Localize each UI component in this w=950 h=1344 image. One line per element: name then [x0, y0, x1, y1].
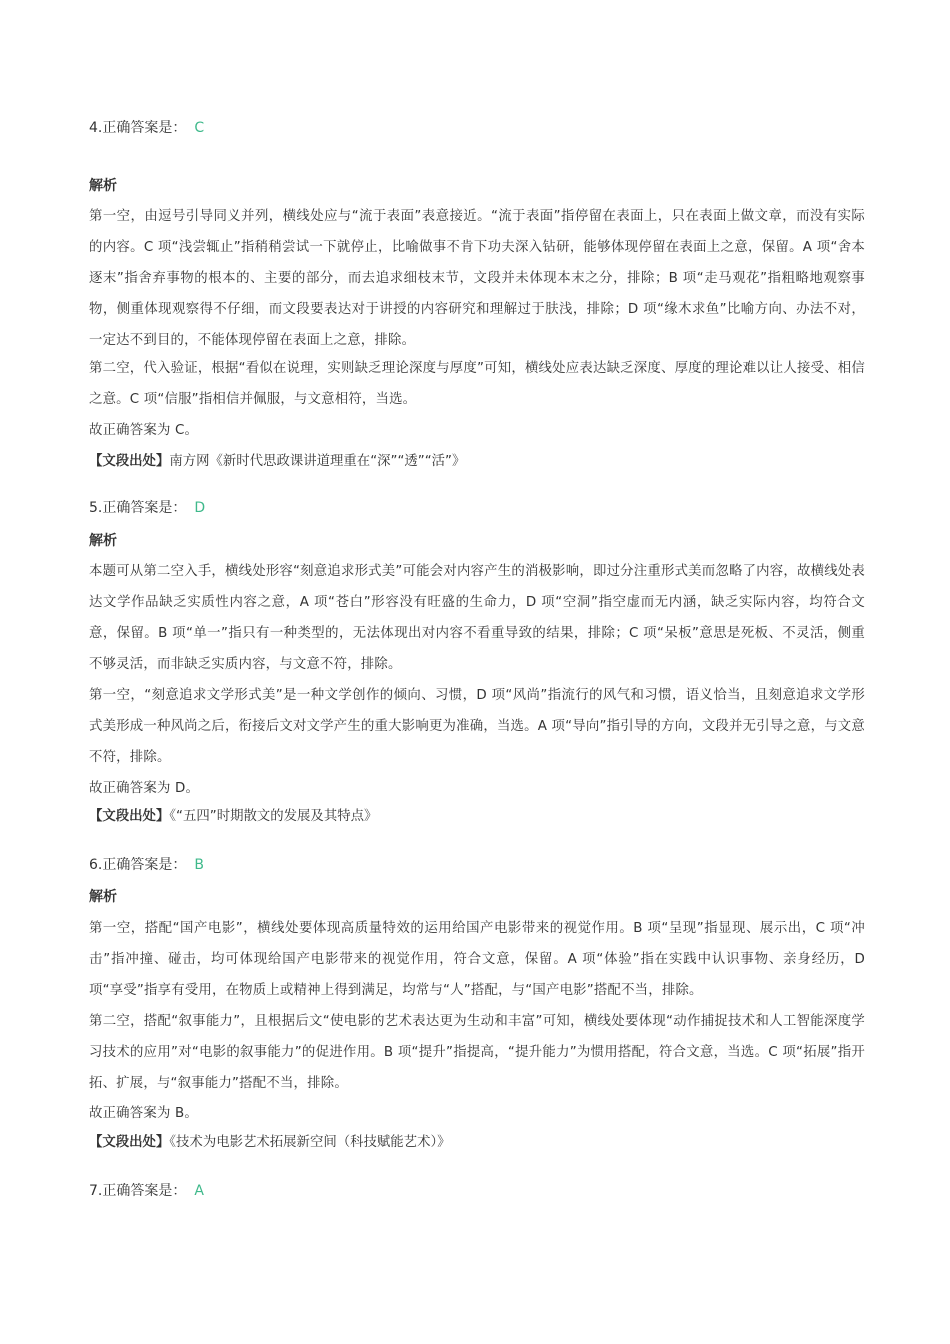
q6-answer: B [194, 857, 204, 873]
q5-conclusion: 故正确答案为 D。 [89, 781, 200, 796]
q7-label: 7.正确答案是： [89, 1183, 187, 1199]
q5-paragraph-2: 第一空，“刻意追求文学形式美”是一种文学创作的倾向、习惯，D 项“风尚”指流行的风气和习惯，语义恰当，且刻意追求文学形式美形成一种风尚之后，衔接后文对文学产生的重大影响更为准确，当选。A 项“导向”指引导的方向，文段并无引导之意，与文意不符，排除。 [89, 688, 865, 765]
q6-source-text: 《技术为电影艺术拓展新空间（科技赋能艺术）》 [169, 1135, 451, 1150]
q5-answer-line [89, 498, 205, 518]
q5-paragraph-1: 本题可从第二空入手，横线处形容“刻意追求形式美”可能会对内容产生的消极影响，即过分注重形式美而忽略了内容，故横线处表达文学作品缺乏实质性内容之意，A 项“苍白”形容没有旺盛的生命力，D 项“空洞”指空虚而无内涵，缺乏实际内容，均符合文意，保留。B 项“单一”指只有一种类型的，无法体现出对内容不看重导致的结果，排除；C 项“呆板”意思是死板、不灵活，侧重不够灵活，而非缺乏实质内容，与文意不符，排除。 [89, 564, 865, 672]
q6-analysis-heading: 解析 [89, 889, 117, 905]
q4-paragraph-2: 第二空，代入验证，根据“看似在说理，实则缺乏理论深度与厚度”可知，横线处应表达缺乏深度、厚度的理论难以让人接受、相信之意。C 项“信服”指相信并佩服，与文意相符，当选。 [89, 361, 865, 407]
q4-answer: C [194, 120, 205, 136]
q7-answer: A [194, 1183, 204, 1199]
q4-conclusion: 故正确答案为 C。 [89, 423, 199, 438]
q4-label: 4.正确答案是： [89, 120, 187, 136]
q6-source [89, 1133, 451, 1153]
q5-analysis-heading: 解析 [89, 533, 117, 549]
q6-conclusion: 故正确答案为 B。 [89, 1106, 198, 1121]
q4-source-label: 【文段出处】 [89, 454, 170, 469]
q4-paragraph-1: 第一空，由逗号引导同义并列，横线处应与“流于表面”表意接近。“流于表面”指停留在表面上，只在表面上做文章，而没有实际的内容。C 项“浅尝辄止”指稍稍尝试一下就停止，比喻做事不肯下功夫深入钻研，能够体现停留在表面上之意，保留。A 项“舍本逐末”指舍弃事物的根本的、主要的部分，而去追求细枝末节，文段并未体现本末之分，排除；B 项“走马观花”指粗略地观察事物，侧重体现观察得不仔细，而文段要表达对于讲授的内容研究和理解过于肤浅，排除；D 项“缘木求鱼”比喻方向、办法不对，一定达不到目的，不能体现停留在表面上之意，排除。 [89, 209, 865, 348]
q6-label: 6.正确答案是： [89, 857, 187, 873]
q6-source-label: 【文段出处】 [89, 1135, 170, 1150]
q4-source-text: 南方网《新时代思政课讲道理重在“深”“透”“活”》 [169, 454, 466, 469]
q5-source-label: 【文段出处】 [89, 809, 170, 824]
q6-paragraph-2: 第二空，搭配“叙事能力”，且根据后文“使电影的艺术表达更为生动和丰富”可知，横线处要体现“动作捕捉技术和人工智能深度学习技术的应用”对“电影的叙事能力”的促进作用。B 项“提升”指提高，“提升能力”为惯用搭配，符合文意，当选。C 项“拓展”指开拓、扩展，与“叙事能力”搭配不当，排除。 [89, 1014, 865, 1091]
q5-source-text: 《“五四”时期散文的发展及其特点》 [169, 809, 378, 824]
q5-source [89, 807, 377, 827]
q4-source [89, 452, 465, 472]
q4-analysis-heading: 解析 [89, 178, 117, 194]
q6-paragraph-1: 第一空，搭配“国产电影”，横线处要体现高质量特效的运用给国产电影带来的视觉作用。B 项“呈现”指显现、展示出，C 项“冲击”指冲撞、碰击，均可体现给国产电影带来的视觉作用，符合文意，保留。A 项“体验”指在实践中认识事物、亲身经历，D 项“享受”指享有受用，在物质上或精神上得到满足，均常与“人”搭配，与“国产电影”搭配不当，排除。 [89, 921, 865, 998]
q4-answer-line [89, 118, 204, 138]
q7-answer-line [89, 1181, 204, 1201]
q5-label: 5.正确答案是： [89, 500, 187, 516]
q6-answer-line [89, 855, 204, 875]
q5-answer: D [194, 500, 206, 516]
